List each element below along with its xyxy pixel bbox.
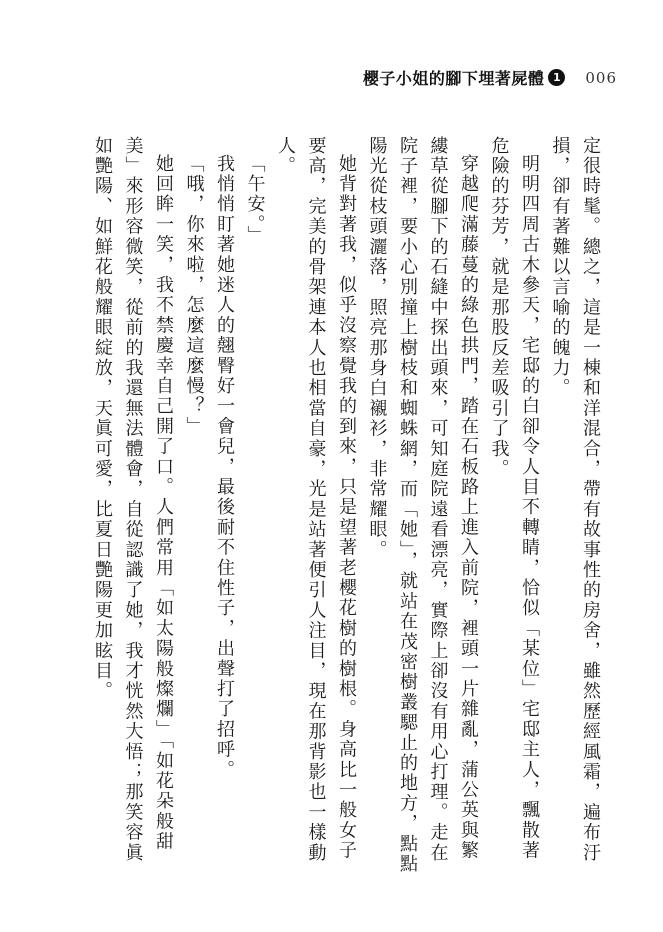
book-title: 櫻子小姐的腳下埋著屍體: [362, 69, 545, 88]
body-text: [80, 136, 605, 876]
paragraph: 她背對著我，似乎沒察覺我的到來，只是望著老櫻花樹的樹根。身高比一般女子要高，完美的骨架連本人也相當自豪，光是站著便引人注目，現在那背影也一樣動人。: [275, 136, 357, 864]
paragraph: 她回眸一笑，我不禁慶幸自己開了口。人們常用「如太陽般燦爛」「如花朵般甜美」來形容微笑，從前的我還無法體會，自從認識了她，我才恍然大悟；那笑容眞如艷陽、如鮮花般耀眼綻放，天眞可愛，比夏日艷陽更加眩目。: [92, 136, 174, 864]
paragraph: 我悄悄盯著她迷人的翹臀好一會兒，最後耐不住性子，出聲打了招呼。: [214, 154, 235, 781]
running-header: [363, 66, 617, 89]
paragraph: 穿越爬滿藤蔓的綠色拱門，踏在石板路上進入前院，裡頭一片雜亂，蒲公英與繁縷草從腳下的石縫中探出頭來，可知庭院遠看漂亮，實際上卻沒有用心打理。走在院子裡，要小心別撞上樹枝和蜘蛛網，而「她」，就站在茂密樹叢騦止的地方，點點陽光從枝頭灑落，照亮那身白襯衫，非常耀眼。: [366, 136, 479, 875]
page-number: 006: [585, 68, 617, 87]
dialogue-line: 「哦，你來啦，怎麼這麼慢？」: [183, 154, 205, 437]
dialogue-line: 「午安。」: [244, 154, 266, 246]
volume-badge: 1: [548, 69, 565, 86]
paragraph: 定很時髦。總之，這是一棟和洋混合，帶有故事性的房舍，雖然歷經風霜，遍布汙損，卻有著難以言喻的魄力。: [549, 136, 601, 864]
paragraph: 明明四周古木參天，宅邸的白卻令人目不轉睛，恰似「某位」宅邸主人，飄散著危險的芬芳，就是那股反差吸引了我。: [488, 136, 540, 861]
